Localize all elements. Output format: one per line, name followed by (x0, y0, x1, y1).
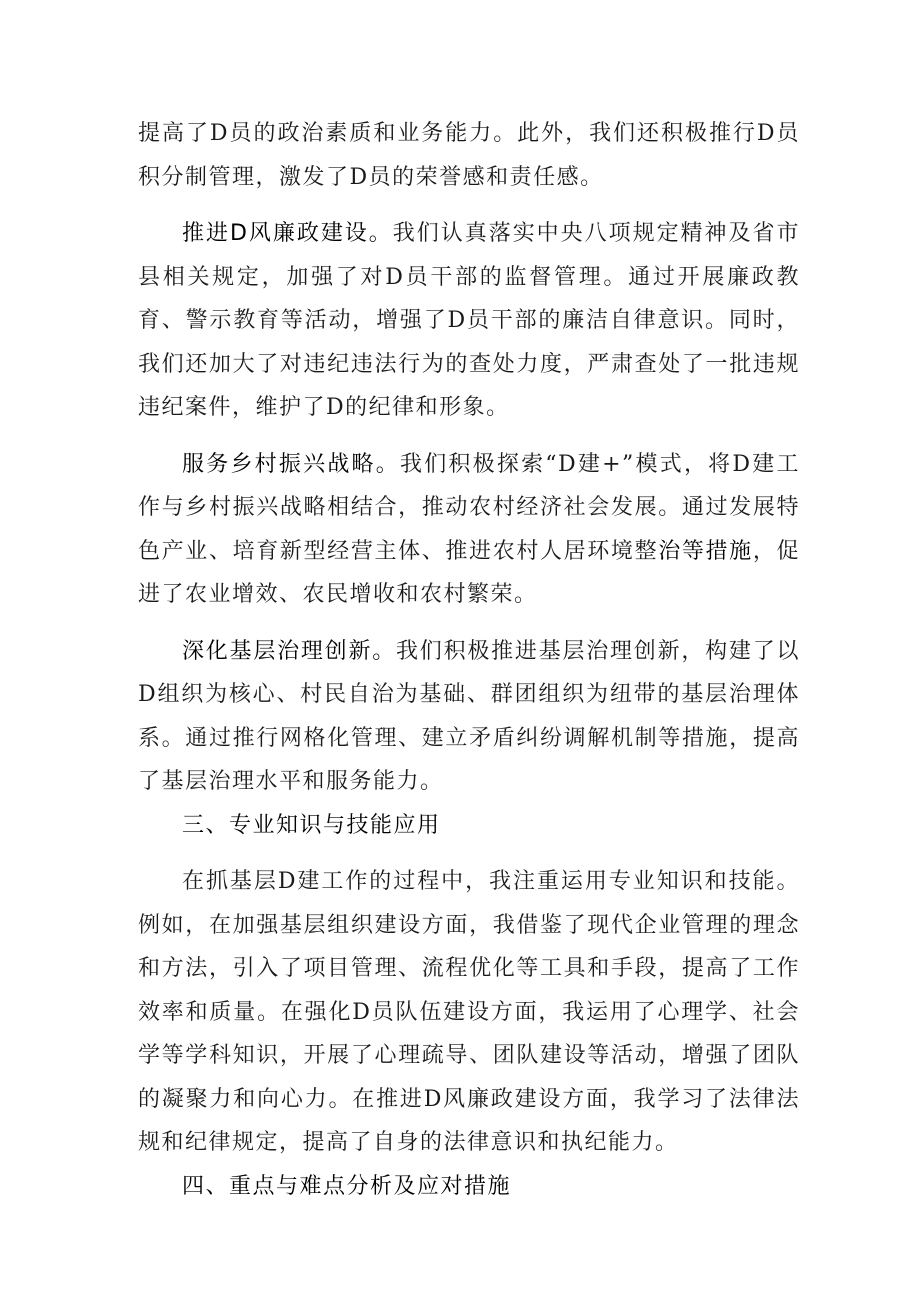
paragraph-text: 提高了D员的政治素质和业务能力。此外，我们还积极推行D员积分制管理，激发了D员的荣誉感和责任感。 (138, 121, 800, 190)
paragraph-rural-revitalization (138, 443, 800, 617)
paragraph-text: 我们认真落实中央八项规定精神及省市县相关规定，加强了对D员干部的监督管理。通过开展廉政教育、警示教育等活动，增强了D员干部的廉洁自律意识。同时，我们还加大了对违纪违法行为的查处力度，严肃查处了一批违规违纪案件，维护了D的纪律和形象。 (138, 221, 800, 420)
paragraph-professional-skills (138, 860, 800, 1165)
document-body (138, 112, 800, 1208)
paragraph-text: 在抓基层D建工作的过程中，我注重运用专业知识和技能。例如，在加强基层组织建设方面，我借鉴了现代企业管理的理念和方法，引入了项目管理、流程优化等工具和手段，提高了工作效率和质量。在强化D员队伍建设方面，我运用了心理学、社会学等学科知识，开展了心理疏导、团队建设等活动，增强了团队的凝聚力和向心力。在推进D风廉政建设方面，我学习了法律法规和纪律规定，提高了自身的法律意识和执纪能力。 (138, 869, 800, 1155)
paragraph-integrity-building (138, 212, 800, 430)
paragraph-emphasis-text: 治等措施 (658, 538, 753, 564)
paragraph-lead-heading: 服务乡村振兴战略。 (182, 451, 400, 477)
paragraph-text: ，促进了农业增效、农民增收和农村繁荣。 (138, 538, 800, 607)
paragraph-lead-heading: 深化基层治理创新。 (182, 638, 397, 664)
paragraph-grassroots-governance (138, 630, 800, 804)
paragraph-party-member-capacity (138, 112, 800, 199)
paragraph-text: 我们积极探索“D建+”模式，将D建工作与乡村振兴战略相结合，推动农村经济社会发展。通过发展特色产业、培育新型经营主体、推进农村人居环境整 (138, 451, 800, 564)
paragraph-lead-heading: 推进D风廉政建设。 (182, 221, 393, 246)
section-heading-4: 四、重点与难点分析及应对措施 (182, 1173, 512, 1199)
paragraph-text: 我们积极推进基层治理创新，构建了以D组织为核心、村民自治为基础、群团组织为纽带的基层治理体系。通过推行网格化管理、建立矛盾纠纷调解机制等措施，提高了基层治理水平和服务能力。 (138, 638, 800, 794)
section-heading-3: 三、专业知识与技能应用 (182, 812, 441, 838)
